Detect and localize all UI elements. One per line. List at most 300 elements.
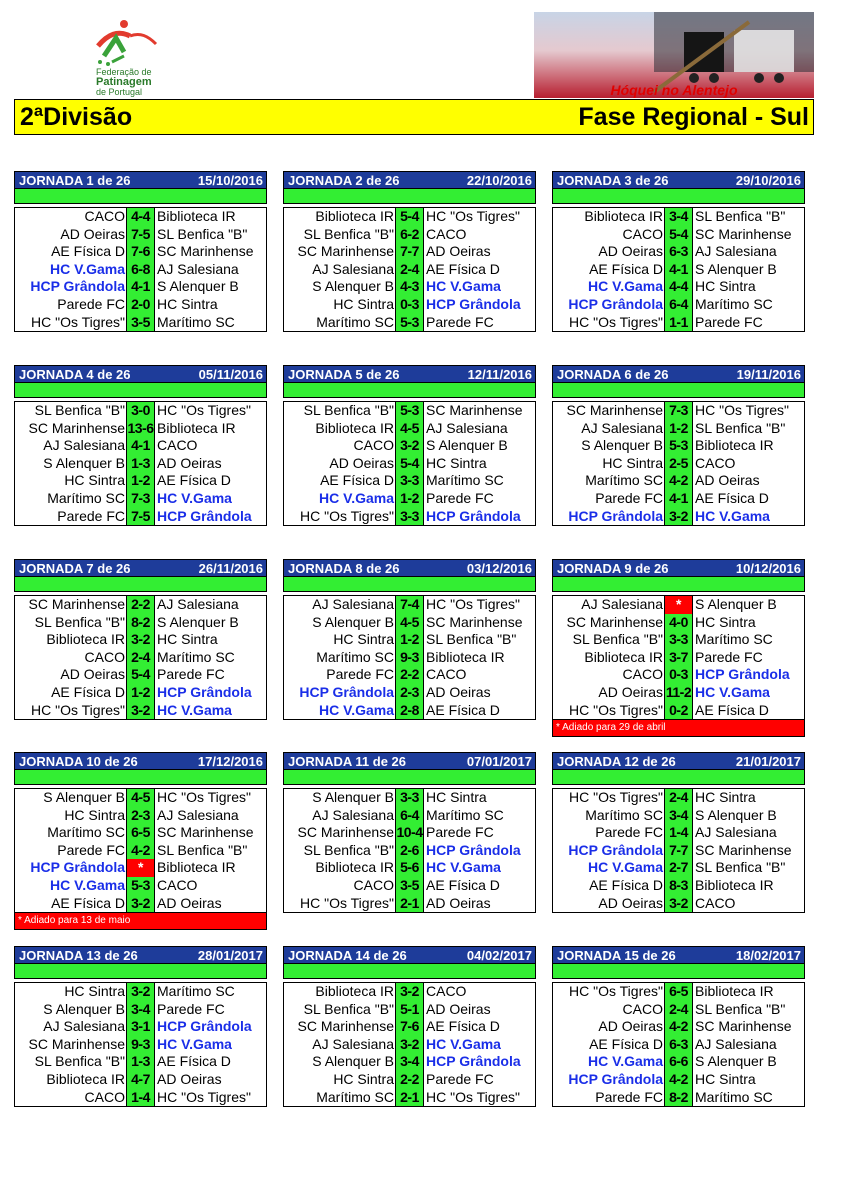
- game-row: [553, 508, 804, 526]
- game-row: [284, 420, 535, 438]
- game-score: 1-3: [126, 455, 155, 473]
- game-score: 2-7: [664, 859, 693, 877]
- games-list: [14, 595, 267, 720]
- away-team: Parede FC: [426, 313, 494, 330]
- game-row: [553, 402, 804, 420]
- home-team: HC Sintra: [333, 631, 394, 648]
- game-score: 6-4: [664, 296, 693, 314]
- game-score: 4-5: [395, 420, 424, 438]
- home-team: Marítimo SC: [316, 648, 394, 665]
- game-row: [15, 226, 266, 244]
- away-team: HC Sintra: [695, 278, 756, 295]
- home-team: Parede FC: [57, 841, 125, 858]
- home-team: S Alenquer B: [581, 437, 663, 454]
- game-row: [284, 314, 535, 332]
- away-team: Marítimo SC: [157, 983, 235, 999]
- game-row: [553, 1018, 804, 1036]
- round-header: [552, 946, 805, 964]
- game-row: [553, 807, 804, 825]
- game-score: 2-6: [395, 842, 424, 860]
- game-score: 7-6: [126, 243, 155, 261]
- game-row: [553, 702, 804, 720]
- photo-caption: Hóquei no Alentejo: [610, 82, 738, 98]
- home-team: HC V.Gama: [50, 260, 125, 277]
- away-team: SL Benfica "B": [157, 841, 248, 858]
- home-team: HC "Os Tigres": [300, 894, 394, 911]
- game-score: 3-2: [395, 983, 424, 1001]
- title-banner: [14, 99, 814, 135]
- home-team: SL Benfica "B": [303, 225, 394, 242]
- home-team: SC Marinhense: [297, 243, 394, 260]
- round-separator: [283, 770, 536, 785]
- game-row: [553, 1053, 804, 1071]
- round-date: 17/12/2016: [197, 754, 263, 769]
- game-row: [284, 702, 535, 720]
- games-list: [552, 401, 805, 526]
- home-team: AJ Salesiana: [43, 437, 125, 454]
- game-score: 3-3: [395, 508, 424, 526]
- game-score: 1-2: [126, 684, 155, 702]
- home-team: AE Física D: [51, 894, 125, 911]
- home-team: SC Marinhense: [28, 596, 125, 612]
- game-row: [553, 490, 804, 508]
- game-score: 3-2: [126, 983, 155, 1001]
- round-title: JORNADA 8 de 26: [288, 561, 400, 576]
- away-team: SC Marinhense: [426, 402, 523, 418]
- home-team: CACO: [622, 1000, 663, 1017]
- round-separator: [14, 383, 267, 398]
- home-team: S Alenquer B: [312, 789, 394, 805]
- game-score: 2-1: [395, 895, 424, 913]
- away-team: HCP Grândola: [157, 683, 252, 700]
- game-score: 1-4: [126, 1089, 155, 1107]
- home-team: Biblioteca IR: [584, 208, 663, 224]
- away-team: SC Marinhense: [695, 225, 792, 242]
- game-row: [553, 261, 804, 279]
- home-team: Marítimo SC: [316, 1088, 394, 1105]
- round-date: 04/02/2017: [466, 948, 532, 963]
- game-row: [15, 789, 266, 807]
- home-team: SL Benfica "B": [303, 841, 394, 858]
- game-row: [284, 278, 535, 296]
- away-team: AD Oeiras: [426, 243, 491, 260]
- game-score: 9-3: [126, 1036, 155, 1054]
- away-team: SC Marinhense: [157, 824, 254, 841]
- away-team: SL Benfica "B": [695, 208, 786, 224]
- game-score: 5-4: [395, 208, 424, 226]
- away-team: SL Benfica "B": [695, 859, 786, 876]
- away-team: AD Oeiras: [426, 894, 491, 911]
- round-title: JORNADA 15 de 26: [557, 948, 676, 963]
- home-team: SL Benfica "B": [34, 1053, 125, 1070]
- round-separator: [552, 189, 805, 204]
- game-score: 7-7: [395, 243, 424, 261]
- round-header: [14, 946, 267, 964]
- round-block: [552, 365, 805, 526]
- away-team: HC "Os Tigres": [695, 402, 789, 418]
- home-team: Biblioteca IR: [315, 983, 394, 999]
- game-score: 0-3: [664, 666, 693, 684]
- away-team: HCP Grândola: [695, 666, 790, 683]
- round-block: [14, 171, 267, 332]
- game-score: 5-4: [126, 666, 155, 684]
- game-score: 2-2: [126, 596, 155, 614]
- game-row: [553, 631, 804, 649]
- round-title: JORNADA 14 de 26: [288, 948, 407, 963]
- game-row: [553, 859, 804, 877]
- game-row: [15, 614, 266, 632]
- home-team: HC V.Gama: [588, 859, 663, 876]
- round-header: [283, 946, 536, 964]
- game-score: 4-5: [395, 614, 424, 632]
- game-score: 13-6: [127, 419, 154, 436]
- game-row: [15, 983, 266, 1001]
- away-team: HCP Grândola: [157, 507, 252, 524]
- away-team: SL Benfica "B": [695, 1000, 786, 1017]
- away-team: HC Sintra: [695, 1070, 756, 1087]
- game-score: 7-3: [664, 402, 693, 420]
- home-team: Biblioteca IR: [315, 419, 394, 436]
- round-block: [552, 559, 805, 737]
- game-row: [15, 684, 266, 702]
- round-block: [552, 171, 805, 332]
- game-score: 3-3: [395, 472, 424, 490]
- away-team: SC Marinhense: [695, 1018, 792, 1035]
- round-header: [552, 559, 805, 577]
- game-score: 3-1: [126, 1018, 155, 1036]
- game-row: [284, 243, 535, 261]
- away-team: Marítimo SC: [695, 631, 773, 648]
- round-header: [283, 559, 536, 577]
- home-team: HC Sintra: [64, 806, 125, 823]
- game-row: [553, 684, 804, 702]
- game-row: [553, 437, 804, 455]
- game-row: [15, 508, 266, 526]
- home-team: AD Oeiras: [60, 666, 125, 683]
- round-block: [283, 171, 536, 332]
- home-team: AJ Salesiana: [43, 1018, 125, 1035]
- games-list: [283, 207, 536, 332]
- away-team: Parede FC: [157, 666, 225, 683]
- round-header: [552, 365, 805, 383]
- away-team: HC V.Gama: [426, 278, 501, 295]
- round-separator: [552, 577, 805, 592]
- game-score: 3-5: [395, 877, 424, 895]
- game-row: [553, 226, 804, 244]
- home-team: CACO: [622, 666, 663, 683]
- home-team: SL Benfica "B": [34, 402, 125, 418]
- game-score: 5-4: [664, 226, 693, 244]
- round-date: 15/10/2016: [197, 173, 263, 188]
- home-team: AE Física D: [589, 1035, 663, 1052]
- home-team: Biblioteca IR: [584, 648, 663, 665]
- home-team: S Alenquer B: [43, 454, 125, 471]
- game-row: [284, 455, 535, 473]
- home-team: HC Sintra: [333, 1070, 394, 1087]
- home-team: SC Marinhense: [297, 824, 394, 841]
- game-score: 3-2: [126, 895, 155, 913]
- game-score: 2-4: [395, 261, 424, 279]
- round-header: [283, 365, 536, 383]
- round-separator: [14, 577, 267, 592]
- home-team: AE Física D: [51, 243, 125, 260]
- home-team: SC Marinhense: [297, 1018, 394, 1035]
- away-team: HC V.Gama: [695, 683, 770, 700]
- game-score: 8-2: [126, 614, 155, 632]
- federation-logo: [90, 16, 170, 97]
- game-score: 3-2: [126, 631, 155, 649]
- round-title: JORNADA 10 de 26: [19, 754, 138, 769]
- away-team: HC "Os Tigres": [157, 1088, 251, 1105]
- game-row: [553, 895, 804, 913]
- game-score: 3-3: [395, 789, 424, 807]
- away-team: Parede FC: [695, 648, 763, 665]
- round-separator: [14, 189, 267, 204]
- away-team: Parede FC: [426, 824, 494, 841]
- round-separator: [283, 383, 536, 398]
- away-team: SC Marinhense: [426, 613, 523, 630]
- round-title: JORNADA 2 de 26: [288, 173, 400, 188]
- game-row: [284, 824, 535, 842]
- round-date: 26/11/2016: [198, 561, 263, 576]
- game-score: 3-3: [664, 631, 693, 649]
- away-team: AJ Salesiana: [695, 243, 777, 260]
- home-team: AE Física D: [51, 683, 125, 700]
- game-row: [15, 807, 266, 825]
- home-team: SC Marinhense: [566, 402, 663, 418]
- away-team: Parede FC: [426, 1070, 494, 1087]
- game-row: [284, 226, 535, 244]
- away-team: SC Marinhense: [157, 243, 254, 260]
- home-team: HC V.Gama: [319, 489, 394, 506]
- game-score: 5-4: [395, 455, 424, 473]
- away-team: Biblioteca IR: [157, 208, 236, 224]
- away-team: Marítimo SC: [695, 1088, 773, 1105]
- game-row: [284, 1036, 535, 1054]
- game-row: [15, 1071, 266, 1089]
- home-team: AJ Salesiana: [581, 596, 663, 612]
- game-score: 7-5: [126, 508, 155, 526]
- game-score: 4-1: [664, 490, 693, 508]
- games-list: [283, 595, 536, 720]
- game-row: [553, 842, 804, 860]
- away-team: AD Oeiras: [695, 472, 760, 489]
- round-title: JORNADA 11 de 26: [288, 754, 407, 769]
- home-team: AD Oeiras: [60, 225, 125, 242]
- game-row: [284, 437, 535, 455]
- home-team: HC "Os Tigres": [569, 789, 663, 805]
- home-team: Parede FC: [57, 295, 125, 312]
- away-team: CACO: [157, 876, 198, 893]
- game-row: [284, 1071, 535, 1089]
- game-score: 8-2: [664, 1089, 693, 1107]
- round-date: 12/11/2016: [467, 367, 532, 382]
- away-team: HCP Grândola: [426, 841, 521, 858]
- round-header: [283, 171, 536, 189]
- home-team: HCP Grândola: [299, 683, 394, 700]
- game-row: [284, 472, 535, 490]
- away-team: Biblioteca IR: [695, 876, 774, 893]
- away-team: Parede FC: [426, 489, 494, 506]
- game-score: 1-2: [664, 420, 693, 438]
- away-team: SC Marinhense: [695, 841, 792, 858]
- game-row: [553, 824, 804, 842]
- round-separator: [283, 577, 536, 592]
- home-team: Marítimo SC: [585, 806, 663, 823]
- home-team: HC Sintra: [333, 295, 394, 312]
- home-team: HCP Grândola: [568, 841, 663, 858]
- away-team: HC V.Gama: [157, 701, 232, 718]
- game-row: [553, 455, 804, 473]
- home-team: Biblioteca IR: [46, 1070, 125, 1087]
- away-team: HC V.Gama: [426, 859, 501, 876]
- home-team: Biblioteca IR: [315, 859, 394, 876]
- round-date: 18/02/2017: [735, 948, 801, 963]
- game-row: [553, 877, 804, 895]
- home-team: HC "Os Tigres": [300, 507, 394, 524]
- game-score: 4-1: [664, 261, 693, 279]
- home-team: Parede FC: [595, 489, 663, 506]
- game-score: 2-2: [395, 666, 424, 684]
- game-score: 1-2: [395, 631, 424, 649]
- home-team: HC Sintra: [602, 454, 663, 471]
- home-team: SL Benfica "B": [572, 631, 663, 648]
- home-team: HC V.Gama: [588, 278, 663, 295]
- games-list: [14, 982, 267, 1107]
- home-team: CACO: [353, 876, 394, 893]
- home-team: Biblioteca IR: [46, 631, 125, 648]
- games-list: [14, 788, 267, 913]
- games-list: [14, 207, 267, 332]
- game-score: 7-5: [126, 226, 155, 244]
- game-score: 3-2: [126, 702, 155, 720]
- home-team: Parede FC: [595, 1088, 663, 1105]
- away-team: Marítimo SC: [157, 313, 235, 330]
- round-title: JORNADA 5 de 26: [288, 367, 400, 382]
- game-score: *: [664, 596, 693, 614]
- away-team: HCP Grândola: [157, 1018, 252, 1035]
- away-team: HC "Os Tigres": [426, 596, 520, 612]
- away-team: HC V.Gama: [426, 1035, 501, 1052]
- game-row: [15, 631, 266, 649]
- home-team: Parede FC: [326, 666, 394, 683]
- away-team: Parede FC: [695, 313, 763, 330]
- game-score: 0-2: [664, 702, 693, 720]
- game-score: 2-1: [395, 1089, 424, 1107]
- away-team: CACO: [426, 225, 467, 242]
- away-team: HC V.Gama: [695, 507, 770, 524]
- round-date: 29/10/2016: [735, 173, 801, 188]
- game-score: 2-3: [126, 807, 155, 825]
- game-score: 10-4: [396, 824, 423, 841]
- away-team: HC "Os Tigres": [426, 208, 520, 224]
- home-team: AD Oeiras: [598, 1018, 663, 1035]
- game-score: 6-8: [126, 261, 155, 279]
- away-team: AD Oeiras: [426, 1000, 491, 1017]
- game-score: 3-4: [395, 1053, 424, 1071]
- game-row: [15, 702, 266, 720]
- games-list: [283, 788, 536, 913]
- home-team: S Alenquer B: [43, 1000, 125, 1017]
- game-row: [15, 1053, 266, 1071]
- game-row: [284, 402, 535, 420]
- round-block: [283, 946, 536, 1107]
- home-team: HC "Os Tigres": [31, 313, 125, 330]
- round-header: [283, 752, 536, 770]
- away-team: AD Oeiras: [426, 683, 491, 700]
- home-team: HCP Grândola: [30, 278, 125, 295]
- game-row: [15, 666, 266, 684]
- game-row: [553, 983, 804, 1001]
- game-row: [284, 1089, 535, 1107]
- home-team: CACO: [84, 648, 125, 665]
- skater-logo-icon: [90, 16, 160, 66]
- away-team: Parede FC: [157, 1000, 225, 1017]
- federation-name: Federação de Patinagem de Portugal: [96, 67, 152, 97]
- division-title: 2ªDivisão: [20, 103, 133, 131]
- away-team: AE Física D: [695, 701, 769, 718]
- away-team: S Alenquer B: [695, 596, 777, 612]
- game-score: 3-7: [664, 649, 693, 667]
- away-team: HC Sintra: [426, 789, 487, 805]
- game-row: [284, 1018, 535, 1036]
- home-team: SC Marinhense: [28, 1035, 125, 1052]
- round-block: [552, 752, 805, 913]
- game-score: 7-6: [395, 1018, 424, 1036]
- away-team: Marítimo SC: [695, 295, 773, 312]
- game-row: [553, 208, 804, 226]
- game-row: [284, 859, 535, 877]
- game-row: [15, 420, 266, 438]
- game-score: 2-4: [664, 1001, 693, 1019]
- home-team: AD Oeiras: [598, 894, 663, 911]
- away-team: Marítimo SC: [426, 806, 504, 823]
- away-team: SL Benfica "B": [426, 631, 517, 648]
- round-separator: [14, 770, 267, 785]
- home-team: S Alenquer B: [312, 1053, 394, 1070]
- away-team: HC "Os Tigres": [426, 1088, 520, 1105]
- game-row: [15, 649, 266, 667]
- game-row: [284, 684, 535, 702]
- away-team: S Alenquer B: [695, 260, 777, 277]
- away-team: CACO: [157, 437, 198, 454]
- home-team: CACO: [353, 437, 394, 454]
- game-row: [15, 314, 266, 332]
- away-team: HC Sintra: [157, 631, 218, 648]
- away-team: AJ Salesiana: [426, 419, 508, 436]
- home-team: AD Oeiras: [329, 454, 394, 471]
- game-score: 3-0: [126, 402, 155, 420]
- game-row: [284, 666, 535, 684]
- round-separator: [552, 770, 805, 785]
- round-block: [552, 946, 805, 1107]
- game-row: [284, 1001, 535, 1019]
- game-score: 4-2: [664, 472, 693, 490]
- round-separator: [552, 383, 805, 398]
- game-row: [15, 208, 266, 226]
- game-row: [284, 1053, 535, 1071]
- game-row: [553, 296, 804, 314]
- round-header: [552, 752, 805, 770]
- home-team: SL Benfica "B": [34, 613, 125, 630]
- away-team: Biblioteca IR: [695, 983, 774, 999]
- away-team: Marítimo SC: [157, 648, 235, 665]
- game-row: [284, 789, 535, 807]
- postponed-note: * Adiado para 13 de maio: [14, 913, 267, 930]
- game-row: [553, 614, 804, 632]
- round-separator: [283, 189, 536, 204]
- game-score: 4-0: [664, 614, 693, 632]
